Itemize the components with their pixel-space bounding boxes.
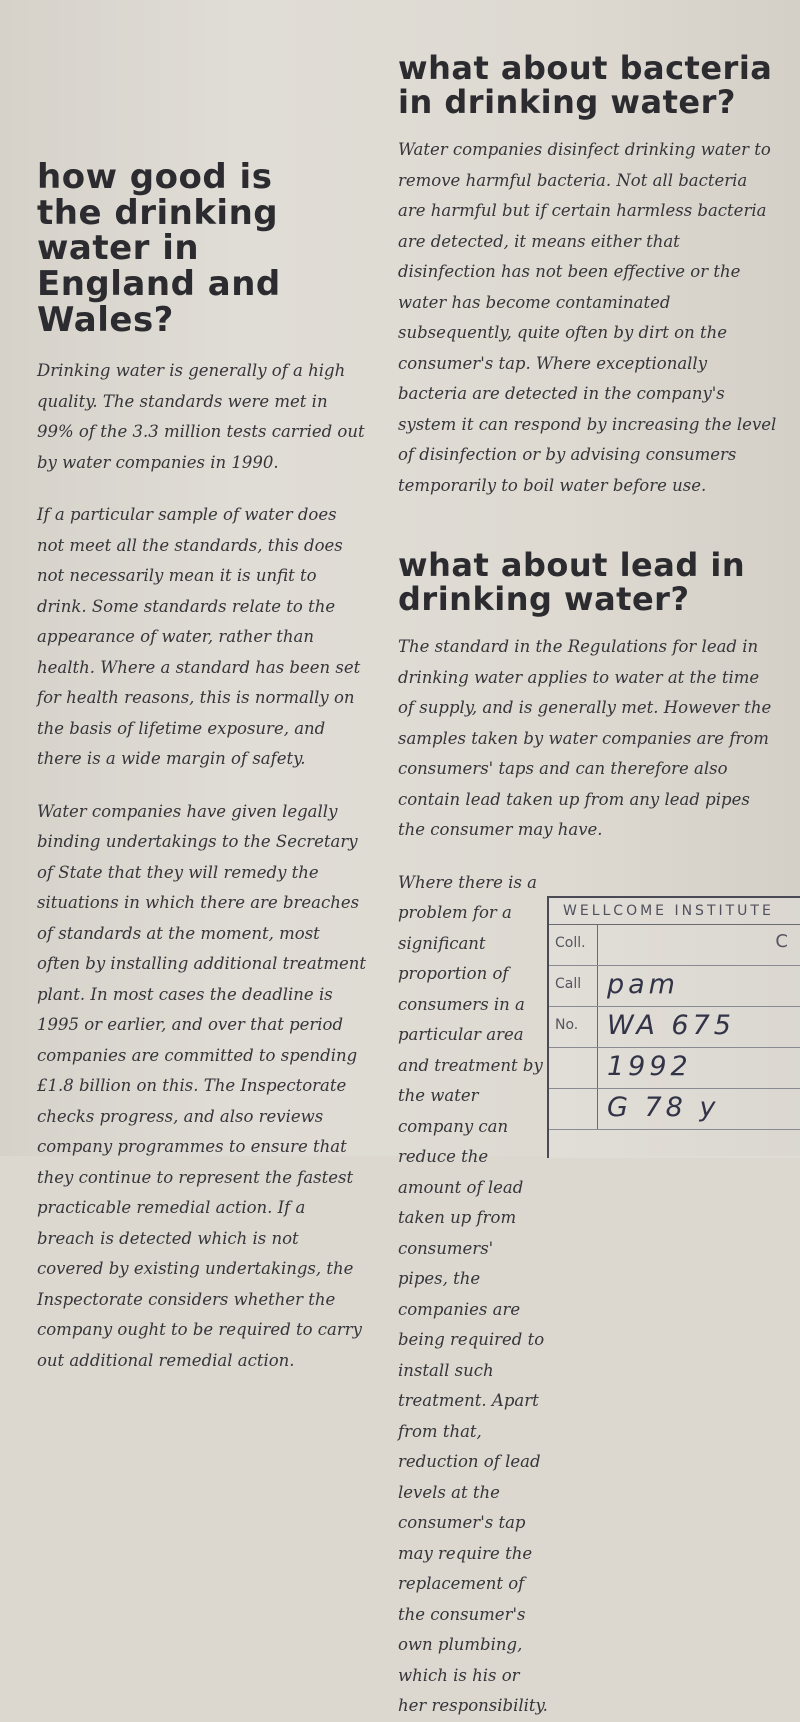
stamp-divider (597, 1048, 598, 1088)
paragraph: Drinking water is generally of a high quality. The standards were met in 99% of the 3.3 million tests carried out by water companies in 1990. (37, 361, 365, 472)
stamp-row (549, 1089, 800, 1130)
stamp-divider (597, 966, 598, 1006)
stamp-row (549, 1048, 800, 1089)
stamp-divider (597, 1007, 598, 1047)
paragraph: If a particular sample of water does not meet all the standards, this does not necessarily mean it is unfit to drink. Some standards relate to the appearance of water, rather than health. Where a standard has been set for health reasons, this is normally on the basis of lifetime exposure, and there is a wide margin of safety. (37, 505, 361, 769)
right-column (398, 49, 778, 1722)
paragraph: The standard in the Regulations for lead in drinking water applies to water at the time of supply, and is generally met. However the samples taken by water companies are from consumers' taps and can therefore also contain lead taken up from any lead pipes the consumer may have. (398, 637, 772, 840)
left-column (37, 157, 367, 1376)
left-heading: how good is the drinking water in England and Wales? (37, 157, 281, 340)
stamp-row (549, 1007, 800, 1048)
paragraph: Water companies disinfect drinking water to remove harmful bacteria. Not all bacteria are harmful but if certain harmless bacteria are detected, it means either that disinfection has not been effective or the water has become contaminated subsequently, quite often by dirt on the consumer's tap. Where exceptionally bacteria are detected in the company's system it can respond by increasing the level of disinfection or by advising consumers temporarily to boil water before use. (398, 140, 777, 495)
stamp-value: WA 675 (607, 1010, 735, 1041)
paragraph: Where there is a problem for a significant proportion of consumers in a particular area and treatment by the water company can reduce the amount of lead taken up from consumers' pipes, the companies are being required to install such treatment. Apart from that, reduction of lead levels at the consumer's tap may require the replacement of the consumer's own plumbing, which is his or her responsibility. (398, 872, 548, 1716)
stamp-label: Call (555, 976, 582, 992)
stamp-divider (597, 925, 598, 965)
stamp-label: No. (555, 1017, 579, 1033)
stamp-mark: C (775, 931, 788, 952)
library-stamp (547, 896, 800, 1158)
bacteria-heading: what about bacteria in drinking water? (398, 49, 773, 121)
stamp-row (549, 925, 800, 966)
stamp-value: 1992 (607, 1051, 692, 1082)
stamp-header: WELLCOME INSTITUTE (549, 898, 800, 925)
stamp-divider (597, 1089, 598, 1129)
stamp-value: G 78 y (607, 1092, 720, 1123)
stamp-row (549, 966, 800, 1007)
stamp-value: pam (607, 969, 679, 1000)
lead-heading: what about lead in drinking water? (398, 546, 746, 618)
stamp-label: Coll. (555, 935, 586, 951)
paragraph: Water companies have given legally binding undertakings to the Secretary of State that they will remedy the situations in which there are breaches of standards at the moment, most often by installing additional treatment plant. In most cases the deadline is 1995 or earlier, and over that period companies are committed to spending £1.8 billion on this. The Inspectorate checks progress, and also reviews company programmes to ensure that they continue to represent the fastest practicable remedial action. If a breach is detected which is not covered by existing undertakings, the Inspectorate considers whether the company ought to be required to carry out additional remedial action. (37, 801, 367, 1370)
